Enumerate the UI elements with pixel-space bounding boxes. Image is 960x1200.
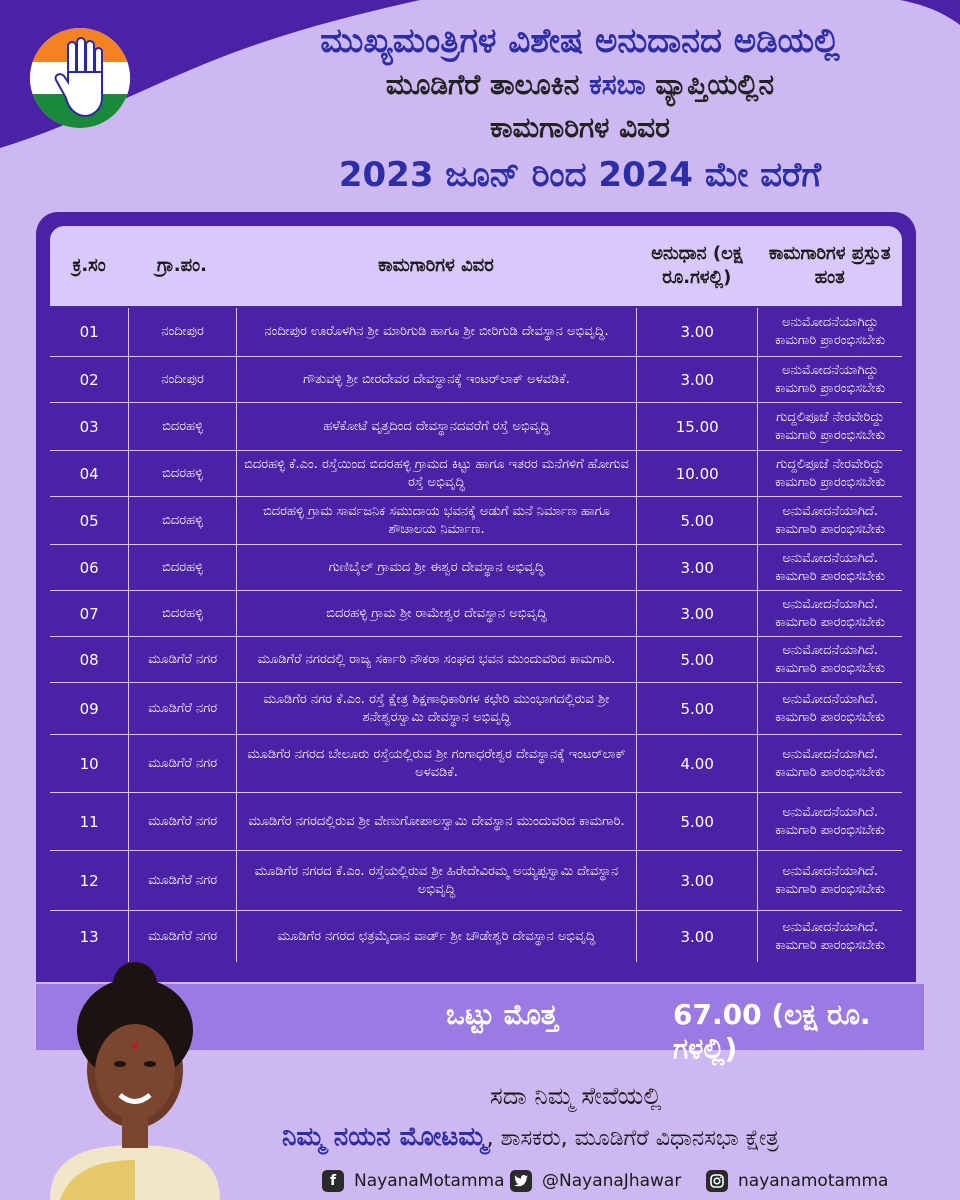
cell-gp: ಮೂಡಿಗೆರೆ ನಗರ — [128, 735, 236, 792]
cell-amount: 3.00 — [636, 851, 757, 910]
cell-status: ಅನುಮೋದನೆಯಾಗಿದೆ. ಕಾಮಗಾರಿ ಪಾರಂಭಿಸಬೇಕು — [757, 637, 902, 682]
cell-amount: 5.00 — [636, 683, 757, 734]
mla-designation: , ಶಾಸಕರು, ಮೂಡಿಗೆರೆ ವಿಧಾನಸಭಾ ಕ್ಷೇತ್ರ — [486, 1126, 779, 1151]
table-row — [50, 910, 902, 962]
table-row — [50, 636, 902, 682]
cell-serial: 05 — [79, 511, 99, 530]
col-header-amount: ಅನುಧಾನ (ಲಕ್ಷ ರೂ.ಗಳಲ್ಲಿ) — [651, 243, 743, 288]
cell-gp: ಬಿದರಹಳ್ಳಿ — [128, 545, 236, 590]
table-row — [50, 850, 902, 910]
cell-serial: 12 — [79, 871, 99, 890]
instagram-handle-text: nayanamotamma — [738, 1171, 889, 1191]
table-row — [50, 308, 902, 356]
cell-serial: 13 — [79, 927, 99, 946]
cell-status: ಗುದ್ದಲಿಪೂಜೆ ನೇರವೇರಿದ್ದು ಕಾಮಗಾರಿ ಪ್ರಾರಂಭಿಸಬೇಕು — [757, 451, 902, 496]
col-header-status: ಕಾಮಗಾರಿಗಳ ಪ್ರಸ್ತುತ ಹಂತ — [768, 243, 891, 288]
cell-amount: 3.00 — [636, 545, 757, 590]
cell-status: ಅನುಮೋದನೆಯಾಗಿದೆ. ಕಾಮಗಾರಿ ಪಾರಂಭಿಸಬೇಕು — [757, 851, 902, 910]
cell-gp: ಬಿದರಹಳ್ಳಿ — [128, 497, 236, 544]
cell-description: ಹಳೆಕೋಟೆ ವೃತ್ತದಿಂದ ದೇವಸ್ಥಾನದವರೆಗೆ ರಸ್ತೆ ಅಭಿವೃದ್ಧಿ — [236, 403, 636, 450]
table-header — [50, 226, 902, 306]
mla-portrait — [30, 960, 240, 1200]
table-row — [50, 402, 902, 450]
cell-gp: ನಂದೀಪುರ — [128, 357, 236, 402]
cell-amount: 5.00 — [636, 497, 757, 544]
table-row — [50, 450, 902, 496]
title-date-range: 2023 ಜೂನ್ ರಿಂದ 2024 ಮೇ ವರೆಗೆ — [338, 155, 822, 195]
table-row — [50, 496, 902, 544]
page-title — [200, 18, 960, 200]
cell-status: ಅನುಮೋದನೆಯಾಗಿದೆ. ಕಾಮಗಾರಿ ಪಾರಂಭಿಸಬೇಕು — [757, 545, 902, 590]
title-line-2-highlight: ಕಸಬಾ — [589, 68, 646, 101]
cell-status: ಗುದ್ದಲಿಪೂಜೆ ನೇರವೇರಿದ್ದು ಕಾಮಗಾರಿ ಪ್ರಾರಂಭಿಸಬೇಕು — [757, 403, 902, 450]
cell-serial: 03 — [79, 417, 99, 436]
cell-gp: ಬಿದರಹಳ್ಳಿ — [128, 403, 236, 450]
facebook-handle[interactable] — [322, 1168, 505, 1194]
instagram-icon — [706, 1170, 728, 1192]
cell-gp: ಮೂಡಿಗೆರೆ ನಗರ — [128, 911, 236, 962]
cell-amount: 15.00 — [636, 403, 757, 450]
mla-name: ನಿಮ್ಮ ನಯನ ಮೋಟಮ್ಮ — [282, 1122, 487, 1152]
cell-amount: 3.00 — [636, 357, 757, 402]
cell-description: ಮೂಡಿಗೆರೆ ನಗರದಲ್ಲಿ ರಾಜ್ಯ ಸರ್ಕಾರಿ ನೌಕರಾ ಸಂಘದ ಭವನ ಮುಂದುವರಿದ ಕಾಮಗಾರಿ. — [236, 637, 636, 682]
cell-serial: 07 — [79, 604, 99, 623]
works-table — [36, 212, 916, 982]
cell-amount: 3.00 — [636, 591, 757, 636]
cell-serial: 09 — [79, 699, 99, 718]
cell-description: ಮೂಡಿಗೆರ ನಗರದಲ್ಲಿರುವ ಶ್ರೀ ವೇಣುಗೋಪಾಲಸ್ವಾಮಿ ದೇವಸ್ಥಾನ ಮುಂದುವರಿದ ಕಾಮಗಾರಿ. — [236, 793, 636, 850]
title-line-1: ಮುಖ್ಯಮಂತ್ರಿಗಳ ವಿಶೇಷ ಅನುದಾನದ ಅಡಿಯಲ್ಲಿ — [320, 21, 840, 61]
twitter-handle[interactable] — [510, 1168, 681, 1194]
twitter-icon — [510, 1170, 532, 1192]
cell-description: ಗುಣಿಬೈಲ್ ಗ್ರಾಮದ ಶ್ರೀ ಈಶ್ವರ ದೇವಸ್ಥಾನ ಅಭಿವೃದ್ಧಿ — [236, 545, 636, 590]
cell-gp: ಮೂಡಿಗೆರೆ ನಗರ — [128, 851, 236, 910]
cell-serial: 01 — [79, 323, 99, 341]
party-logo — [30, 28, 130, 128]
cell-gp: ಬಿದರಹಳ್ಳಿ — [128, 451, 236, 496]
total-label: ಒಟ್ಟು ಮೊತ್ತ — [446, 998, 558, 1031]
title-line-3: ಕಾಮಗಾರಿಗಳ ವಿವರ — [490, 111, 670, 144]
cell-status: ಅನುಮೋದನೆಯಾಗಿದ್ದು ಕಾಮಗಾರಿ ಪ್ರಾರಂಭಿಸಬೇಕು — [757, 357, 902, 402]
cell-status: ಅನುಮೋದನೆಯಾಗಿದೆ. ಕಾಮಗಾರಿ ಪಾರಂಭಿಸಬೇಕು — [757, 793, 902, 850]
cell-amount: 3.00 — [636, 911, 757, 962]
cell-amount: 5.00 — [636, 793, 757, 850]
cell-description: ಮೂಡಿಗೆರ ನಗರ ಕೆ.ಎಂ. ರಸ್ತೆ ಕ್ಷೇತ್ರ ಶಿಕ್ಷಣಾಧಿಕಾರಿಗಳ ಕಛೇರಿ ಮುಂಭಾಗದಲ್ಲಿರುವ ಶ್ರೀ ಶನೇಶ್ವರಸ್ವಾಮಿ ದೇವಸ್ಥಾನ ಅಭಿವೃದ್ಧಿ — [236, 683, 636, 734]
cell-amount: 10.00 — [636, 451, 757, 496]
cell-serial: 02 — [79, 370, 99, 389]
title-line-2-part-a: ಮೂಡಿಗೆರೆ ತಾಲೂಕಿನ — [385, 68, 590, 101]
cell-serial: 11 — [79, 812, 99, 831]
cell-description: ಬಿದರಹಳ್ಳಿ ಗ್ರಾಮ ಸಾರ್ವಜನಿಕ ಸಮುದಾಯ ಭವನಕ್ಕೆ ಅಡುಗೆ ಮನೆ ನಿರ್ಮಾಣ ಹಾಗೂ ಶೌಚಾಲಯ ನಿರ್ಮಾಣ. — [236, 497, 636, 544]
cell-serial: 04 — [79, 464, 99, 483]
cell-gp: ಬಿದರಹಳ್ಳಿ — [128, 591, 236, 636]
cell-description: ಬಿದರಹಳ್ಳಿ ಗ್ರಾಮ ಶ್ರೀ ರಾಮೇಶ್ವರ ದೇವಸ್ಥಾನ ಅಭಿವೃದ್ಧಿ — [236, 591, 636, 636]
col-header-gp: ಗ್ರಾ.ಪಂ. — [156, 255, 207, 276]
cell-gp: ಮೂಡಿಗೆರೆ ನಗರ — [128, 793, 236, 850]
col-header-serial: ಕ್ರ.ಸಂ — [72, 255, 106, 276]
total-value: 67.00 (ಲಕ್ಷ ರೂ. ಗಳಲ್ಲಿ) — [673, 998, 871, 1065]
cell-description: ಗೌತುವಳ್ಳಿ ಶ್ರೀ ಬೀರದೇವರ ದೇವಸ್ಥಾನಕ್ಕೆ ಇಂಟರ್‌ಲಾಕ್ ಅಳವಡಿಕೆ. — [236, 357, 636, 402]
instagram-handle[interactable] — [706, 1168, 888, 1194]
cell-description: ಮೂಡಿಗೆರ ನಗರದ ಕೆ.ಎಂ. ರಸ್ತೆಯಲ್ಲಿರುವ ಶ್ರೀ ಹಿರೇದೇವಿರಮ್ಮ ಅಯ್ಯಪ್ಪಸ್ವಾಮಿ ದೇವಸ್ಥಾನ ಅಭಿವೃದ್ಧಿ — [236, 851, 636, 910]
cell-amount: 5.00 — [636, 637, 757, 682]
cell-status: ಅನುಮೋದನೆಯಾಗಿದೆ. ಕಾಮಗಾರಿ ಪಾರಂಭಿಸಬೇಕು — [757, 683, 902, 734]
cell-status: ಅನುಮೋದನೆಯಾಗಿದೆ. ಕಾಮಗಾರಿ ಪಾರಂಭಿಸಬೇಕು — [757, 497, 902, 544]
cell-description: ಮೂಡಿಗೆರ ನಗರದ ಛತ್ರಮೈದಾನ ವಾರ್ಡ್ ಶ್ರೀ ಚೌಡೇಶ್ವರಿ ದೇವಸ್ಥಾನ ಅಭಿವೃದ್ಧಿ — [236, 911, 636, 962]
sign-greeting: ಸದಾ ನಿಮ್ಮ ಸೇವೆಯಲ್ಲಿ — [490, 1082, 662, 1110]
cell-amount: 3.00 — [636, 308, 757, 356]
cell-status: ಅನುಮೋದನೆಯಾಗಿದೆ. ಕಾಮಗಾರಿ ಪಾರಂಭಿಸಬೇಕು — [757, 735, 902, 792]
title-line-2 — [200, 64, 960, 106]
cell-status: ಅನುಮೋದನೆಯಾಗಿದೆ. ಕಾಮಗಾರಿ ಪಾರಂಭಿಸಬೇಕು — [757, 911, 902, 962]
cell-status: ಅನುಮೋದನೆಯಾಗಿದ್ದು ಕಾಮಗಾರಿ ಪ್ರಾರಂಭಿಸಬೇಕು — [757, 308, 902, 356]
cell-serial: 08 — [79, 650, 99, 669]
table-row — [50, 544, 902, 590]
table-row — [50, 590, 902, 636]
cell-description: ಬಿದರಹಳ್ಳಿ ಕೆ.ಎಂ. ರಸ್ತೆಯಿಂದ ಬಿದರಹಳ್ಳಿ ಗ್ರಾಮದ ಕಿಟ್ಟು ಹಾಗೂ ಇತರರ ಮನೆಗಳಿಗೆ ಹೋಗುವ ರಸ್ತೆ ಅಭಿವೃದ್ಧಿ — [236, 451, 636, 496]
cell-gp: ನಂದೀಪುರ — [128, 308, 236, 356]
cell-serial: 10 — [79, 754, 99, 773]
table-row — [50, 356, 902, 402]
cell-amount: 4.00 — [636, 735, 757, 792]
table-row — [50, 792, 902, 850]
twitter-handle-text: @NayanaJhawar — [542, 1171, 682, 1191]
cell-description: ನಂದೀಪುರ ಊರೊಳಗಿನ ಶ್ರೀ ಮಾರಿಗುಡಿ ಹಾಗೂ ಶ್ರೀ ಬೀರಿಗುಡಿ ದೇವಸ್ಥಾನ ಅಭಿವೃದ್ಧಿ. — [236, 308, 636, 356]
cell-description: ಮೂಡಿಗೆರ ನಗರದ ಬೇಲೂರು ರಸ್ತೆಯಲ್ಲಿರುವ ಶ್ರೀ ಗಂಗಾಧರೇಶ್ವರ ದೇವಸ್ಥಾನಕ್ಕೆ ಇಂಟರ್‌ಲಾಕ್ ಅಳವಡಿಕೆ. — [236, 735, 636, 792]
col-header-description: ಕಾಮಗಾರಿಗಳ ವಿವರ — [378, 255, 494, 276]
table-body — [50, 308, 902, 962]
title-line-2-part-c: ವ್ಯಾಪ್ತಿಯಲ್ಲಿನ — [645, 68, 775, 101]
table-row — [50, 682, 902, 734]
cell-gp: ಮೂಡಿಗೆರೆ ನಗರ — [128, 637, 236, 682]
cell-serial: 06 — [79, 558, 99, 577]
facebook-icon: f — [322, 1170, 344, 1192]
sign-name-line — [282, 1122, 779, 1153]
table-row — [50, 734, 902, 792]
cell-gp: ಮೂಡಿಗೆರೆ ನಗರ — [128, 683, 236, 734]
cell-status: ಅನುಮೋದನೆಯಾಗಿದೆ. ಕಾಮಗಾರಿ ಪಾರಂಭಿಸಬೇಕು — [757, 591, 902, 636]
facebook-handle-text: NayanaMotamma — [354, 1171, 505, 1191]
